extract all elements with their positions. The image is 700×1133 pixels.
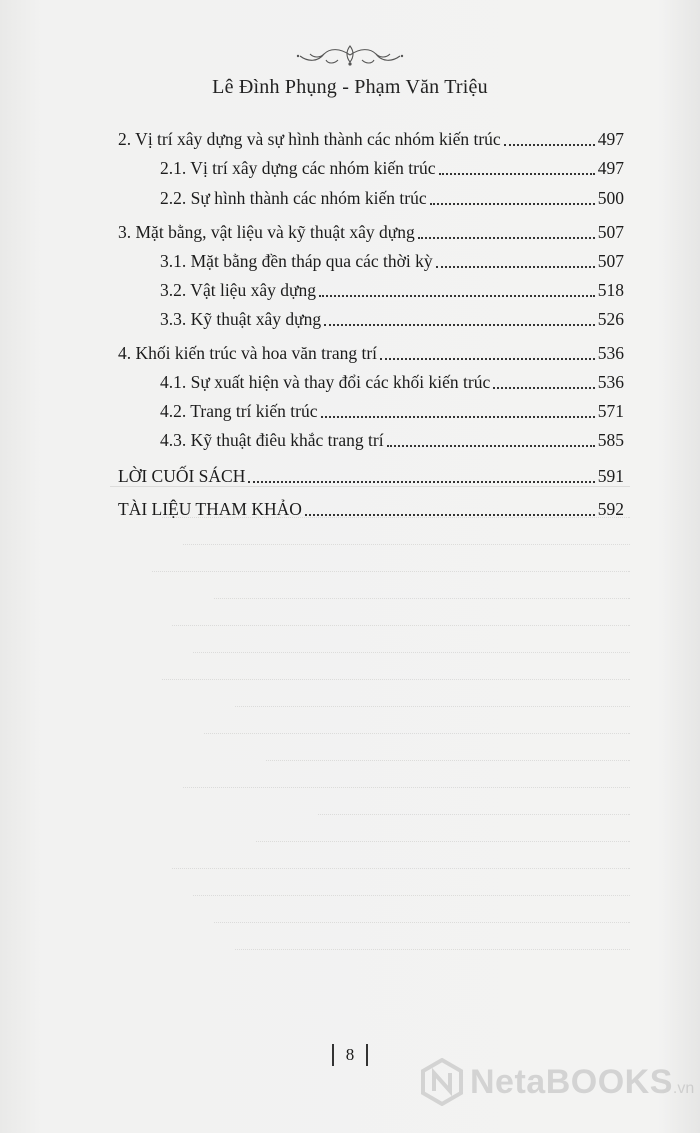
toc-entry xyxy=(118,126,624,152)
toc-entry-label: 3.2. Vật liệu xây dựng xyxy=(160,280,316,300)
toc-entry-label: 4. Khối kiến trúc và hoa văn trang trí xyxy=(118,343,378,363)
toc-entry-page: 497 xyxy=(597,158,624,178)
toc-entry-page: 507 xyxy=(597,251,624,271)
running-head: Lê Đình Phụng - Phạm Văn Triệu xyxy=(212,76,488,98)
toc-entry-page: 536 xyxy=(597,343,624,363)
toc-entry-page: 536 xyxy=(597,372,624,392)
toc-entry xyxy=(160,427,624,453)
toc-dot-leader xyxy=(380,358,595,360)
watermark-brand: NetaBOOKS xyxy=(470,1062,673,1101)
toc-entry-page: 571 xyxy=(597,401,624,421)
watermark xyxy=(420,1058,694,1106)
toc-entry-label: 2. Vị trí xây dựng và sự hình thành các nhóm kiến trúc xyxy=(118,129,501,149)
toc-entry xyxy=(118,219,624,245)
toc-entry-page: 500 xyxy=(597,188,624,208)
toc-entry-label: 4.3. Kỹ thuật điêu khắc trang trí xyxy=(160,430,384,450)
toc-dot-leader xyxy=(504,144,595,146)
toc-entry-label: 3.3. Kỹ thuật xây dựng xyxy=(160,309,322,329)
toc-dot-leader xyxy=(418,237,595,239)
toc-entry xyxy=(160,306,624,332)
toc-entry-label: 4.2. Trang trí kiến trúc xyxy=(160,401,318,421)
toc-entry xyxy=(118,463,624,489)
toc-entry xyxy=(118,496,624,522)
toc-entry xyxy=(160,185,624,211)
toc-dot-leader xyxy=(319,295,595,297)
folio-right-rule xyxy=(366,1044,368,1066)
show-through-texture xyxy=(110,460,630,1020)
folio-left-rule xyxy=(332,1044,334,1066)
netabooks-hexagon-logo-icon xyxy=(420,1058,464,1106)
toc-entry xyxy=(160,277,624,303)
toc-entry xyxy=(160,155,624,181)
toc-entry xyxy=(160,369,624,395)
toc-entry xyxy=(160,398,624,424)
toc-dot-leader xyxy=(439,173,595,175)
toc-entry-page: 585 xyxy=(597,430,624,450)
toc-entry-page: 592 xyxy=(597,499,624,519)
toc-entry-page: 591 xyxy=(597,466,624,486)
toc-entry-page: 526 xyxy=(597,309,624,329)
toc-entry-label: 2.2. Sự hình thành các nhóm kiến trúc xyxy=(160,188,427,208)
toc-dot-leader xyxy=(436,266,595,268)
flourish-ornament-icon xyxy=(290,42,410,68)
page-number: 8 xyxy=(345,1045,355,1065)
toc-entry-page: 507 xyxy=(597,222,624,242)
toc-entry-label: LỜI CUỐI SÁCH xyxy=(118,466,246,486)
toc-entry-page: 518 xyxy=(597,280,624,300)
toc-dot-leader xyxy=(324,324,595,326)
toc-entry xyxy=(118,340,624,366)
toc-dot-leader xyxy=(248,481,594,483)
watermark-tld: .vn xyxy=(672,1080,695,1097)
toc-dot-leader xyxy=(493,387,595,389)
toc-entry-label: 2.1. Vị trí xây dựng các nhóm kiến trúc xyxy=(160,158,436,178)
toc-entry xyxy=(160,248,624,274)
toc-entry-label: 3.1. Mặt bằng đền tháp qua các thời kỳ xyxy=(160,251,433,271)
toc-dot-leader xyxy=(430,203,595,205)
toc-entry-page: 497 xyxy=(597,129,624,149)
toc-dot-leader xyxy=(321,416,595,418)
toc-dot-leader xyxy=(387,445,595,447)
toc-dot-leader xyxy=(305,514,595,516)
toc-entry-label: 3. Mặt bằng, vật liệu và kỹ thuật xây dựng xyxy=(118,222,415,242)
toc-entry-label: TÀI LIỆU THAM KHẢO xyxy=(118,499,302,519)
toc-entry-label: 4.1. Sự xuất hiện và thay đổi các khối kiến trúc xyxy=(160,372,491,392)
